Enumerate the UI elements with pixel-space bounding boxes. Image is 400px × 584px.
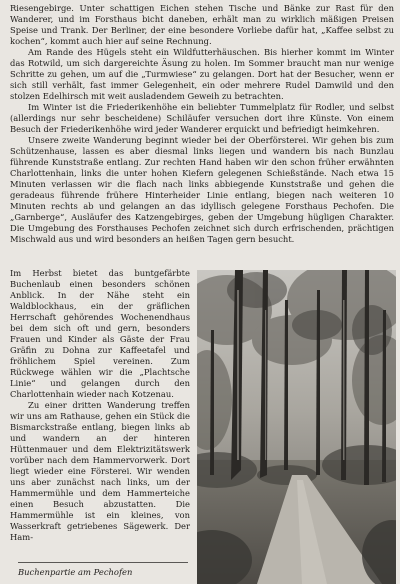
forest-photo	[197, 270, 396, 584]
paragraph: Am Rande des Hügels steht ein Wildfutterhäuschen. Bis hierher kommt im Winter das Rotwild, um sich dargereichte Äsung zu holen. Im Sommer braucht man nur wenige Schritte zu gehen, um auf die „Turmwiese“ zu gelangen. Dort hat der Besucher, wenn er sich still verhält, fast immer Gelegenheit, ein oder mehrere Rudel Damwild und den stolzen Edelhirsch mit weit ausladendem Geweih zu betrachten.	[10, 47, 394, 101]
beech-forest-image	[197, 270, 396, 584]
paragraph: Unsere zweite Wanderung beginnt wieder bei der Oberförsterei. Wir gehen bis zum Schützenhause, lassen es aber diesmal links liegen und wandern bis nach Bunzlau führende Kunststraße entlang. Zur rechten Hand haben wir den schon früher erwähnten Charlottenhain, links die unter hohen Kiefern gelegenen Schießstände. Nach etwa 15 Minuten verlassen wir die flach nach links abbiegende Kunststraße und gehen die geradeaus führende frühere Hinterheider Linie entlang, biegen nach weiteren 10 Minuten rechts ab und gelangen an das idyllisch gelegene Forsthaus Pechofen. Die „Garnberge“, Ausläufer des Katzengebirges, geben der Umgebung hügligen Charakter. Die Umgebung des Forsthauses Pechofen zeichnet sich durch erfrischenden, prächtigen Mischwald aus und wird besonders an heißen Tagen gern besucht.	[10, 135, 394, 244]
paragraph: Im Herbst bietet das buntgefärbte Buchenlaub einen besonders schönen Anblick. In der Nähe steht ein Waldblockhaus, ein der gräflichen Herrschaft gehörendes Wochenendhaus bei dem sich oft und gern, besonders Frauen und Kinder als Gäste der Frau Gräfin zu Dohna zur Kaffeetafel und fröhlichem Spiel vereinen. Zum Rückwege wählen wir die „Plachtsche Linie“ und gelangen durch den Charlottenhain wieder nach Kotzenau.	[10, 268, 190, 399]
paragraph: Riesengebirge. Unter schattigen Eichen stehen Tische und Bänke zur Rast für den Wanderer, und im Forsthaus bicht daneben, erhält man zu wirklich mäßigen Preisen Speise und Trank. Der Berliner, der eine besondere Vorliebe dafür hat, „Kaffee selbst zu kochen“, kommt auch hier auf seine Rechnung.	[10, 3, 394, 46]
left-column-text	[10, 268, 190, 543]
paragraph: Zu einer dritten Wanderung treffen wir uns am Rathause, gehen ein Stück die Bismarckstraße entlang, biegen links ab und wandern an der hinteren Hüttenmauer und dem Elektrizitätswerk vorüber nach dem Hammervorwerk. Dort liegt wieder eine Försterei. Wir wenden uns aber zunächst nach links, um der Hammermühle und dem Hammerteiche einen Besuch abzustatten. Die Hammermühle ist ein kleines, von Wasserkraft getriebenes Sägewerk. Der Ham-	[10, 400, 190, 542]
paragraph: Im Winter ist die Friederikenhöhe ein beliebter Tummelplatz für Rodler, und selbst (allerdings nur sehr bescheidene) Schiläufer versuchen dort ihre Künste. Von einem Besuch der Friederikenhöhe wird jeder Wanderer erquickt und befriedigt heimkehren.	[10, 102, 394, 134]
full-width-text	[10, 3, 394, 245]
photo-caption: Buchenpartie am Pechofen	[18, 562, 188, 578]
